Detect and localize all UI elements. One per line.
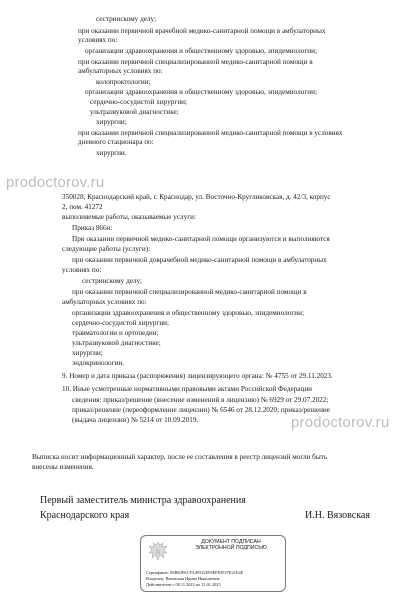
text-line: организации здравоохранения и общественному здоровью, эпидемиологии; [85,88,317,96]
watermark: prodoctorov.ru [291,414,390,431]
text-line: внесены изменения. [32,463,94,471]
text-line: амбулаторных условиях по: [62,298,147,306]
text-line: сердечно-сосудистой хирургии; [72,319,170,327]
text-line: дневного стационара по: [78,138,154,146]
e-signature-stamp [140,535,286,592]
text-line: травматологии и ортопедии; [72,329,159,337]
text-line: организации здравоохранения и общественному здоровью, эпидемиологии; [72,309,304,317]
text-line: сестринскому делу; [82,277,142,285]
text-line: хирургии. [96,149,127,157]
stamp-owner: Владелец: Вязовская Ирина Николаевна [146,576,220,581]
signer-region: Краснодарского края [40,510,130,521]
text-line: при оказании первичной специализированной медико-санитарной помощи в [72,288,307,296]
text-line: при оказании первичной специализированной медико-санитарной помощи в [78,58,313,66]
text-line: хирургии; [96,118,127,126]
signer-position: Первый заместитель министра здравоохранения [40,495,246,506]
text-line: ультразвуковой диагностике; [90,108,179,116]
text-line: сестринскому делу; [96,15,156,23]
stamp-valid: Действителен с 08.11.2023 по 31.01.2025 [146,582,221,587]
text-line: Выписка носит информационный характер, после ее составления в реестр лицензий могли быть [32,453,328,461]
text-line: При оказании первичной медико-санитарной помощи организуются и выполняются [72,235,330,243]
text-line: 10. Иные усмотренные нормативными правовыми актами Российской Федерации [62,385,313,393]
text-line: сведения: приказ/решение (внесение изменений в лицензию) № 6929 от 29.07.2022; [72,396,329,404]
text-line: при оказании первичной врачебной медико-санитарной помощи в амбулаторных [78,27,326,35]
text-line: 2, пом. 41272 [62,203,103,211]
signer-name: И.Н. Вязовская [305,510,370,521]
stamp-certificate: Сертификат: 00B60FACFA49532E09EFE5F27E21E4E [146,570,244,575]
text-line: условиях по: [62,266,102,274]
stamp-title: ДОКУМЕНТ ПОДПИСАН ЭЛЕКТРОННОЙ ПОДПИСЬЮ [195,539,267,551]
text-line: хирургии; [72,349,103,357]
text-line: при оказании первичной доврачебной медико-санитарной помощи в амбулаторных [72,256,327,264]
text-line: следующие работы (услуги): [62,245,151,253]
text-line: амбулаторных условиях по: [78,67,163,75]
text-line: организации здравоохранения и общественному здоровью, эпидемиологии; [85,47,317,55]
text-line: при оказании первичной специализированной медико-санитарной помощи в условиях [78,129,343,137]
text-line: 350028, Краснодарский край, г. Краснодар, ул. Восточно-Кругликовская, д. 42/3, корпус [62,193,331,201]
text-line: приказ/решение (переоформление лицензии) № 6546 от 28.12.2020; приказ/решение [72,406,330,414]
watermark: prodoctorov.ru [6,174,105,191]
text-line: условиях по: [78,36,118,44]
text-line: 9. Номер и дата приказа (распоряжения) лицензирующего органа: № 4755 от 29.11.2023. [62,372,333,380]
text-line: ультразвуковой диагностике; [72,339,161,347]
text-line: (выдача лицензии) № 5214 от 10.09.2019. [72,416,199,424]
text-line: Приказ 866н: [72,224,113,232]
text-line: колопроктологии; [96,78,151,86]
text-line: сердечно-сосудистой хирургии; [90,98,188,106]
text-line: эндокринологии. [72,359,125,367]
text-line: выполняемые работы, оказываемые услуги: [62,213,196,221]
coat-of-arms-icon [147,540,169,566]
